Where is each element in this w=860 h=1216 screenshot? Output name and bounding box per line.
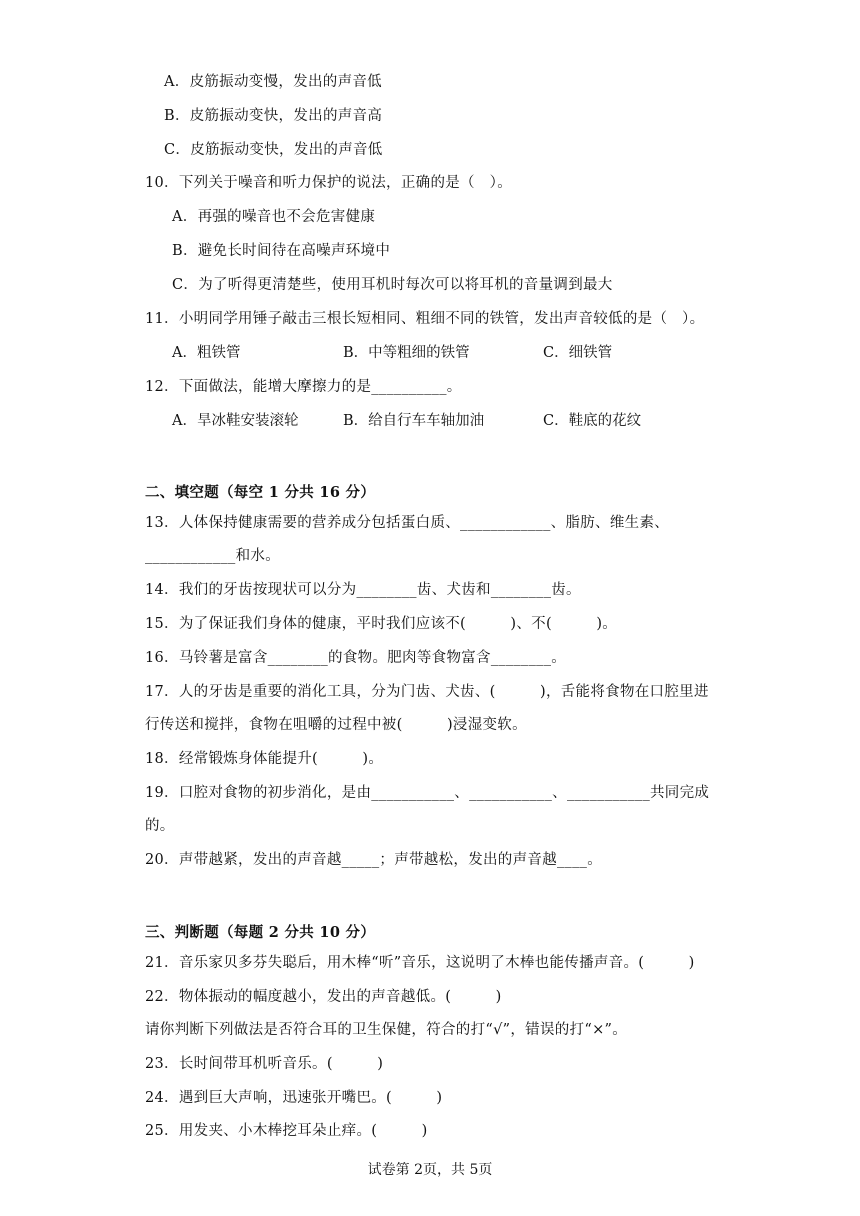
q20: 20．声带越紧，发出的声音越_____；声带越松，发出的声音越____。 — [145, 852, 602, 868]
q9-option-b: B．皮筋振动变快，发出的声音高 — [164, 108, 383, 124]
q23: 23．长时间带耳机听音乐。( ) — [145, 1056, 384, 1072]
q17-line2: 行传送和搅拌，食物在咀嚼的过程中被( )浸湿变软。 — [145, 717, 527, 733]
q16: 16．马铃薯是富含________的食物。肥肉等食物富含________。 — [145, 650, 567, 666]
q13-line1: 13．人体保持健康需要的营养成分包括蛋白质、____________、脂肪、维生素、 — [145, 515, 670, 531]
q12-option-b: B．给自行车车轴加油 — [343, 413, 485, 429]
q14: 14．我们的牙齿按现状可以分为________齿、犬齿和________齿。 — [145, 582, 581, 598]
q22: 22．物体振动的幅度越小，发出的声音越低。( ) — [145, 989, 502, 1005]
q13-line2: ____________和水。 — [145, 548, 280, 564]
q10-option-c: C．为了听得更清楚些，使用耳机时每次可以将耳机的音量调到最大 — [172, 277, 613, 293]
q10-option-a: A．再强的噪音也不会危害健康 — [172, 209, 376, 225]
page-number: 试卷第 2页，共 5页 — [367, 1162, 493, 1178]
q10-stem: 10．下列关于噪音和听力保护的说法，正确的是（ ）。 — [145, 175, 512, 191]
q11-option-a: A．粗铁管 — [172, 345, 241, 361]
q19-line2: 的。 — [145, 818, 175, 834]
q18: 18．经常锻炼身体能提升( )。 — [145, 751, 384, 767]
q11-option-b: B．中等粗细的铁管 — [343, 345, 470, 361]
q24: 24．遇到巨大声响，迅速张开嘴巴。( ) — [145, 1090, 443, 1106]
q9-option-c: C．皮筋振动变快，发出的声音低 — [164, 142, 383, 158]
q11-stem: 11．小明同学用锤子敲击三根长短相同、粗细不同的铁管，发出声音较低的是（ ）。 — [145, 311, 705, 327]
q11-option-c: C．细铁管 — [543, 345, 613, 361]
q17-line1: 17．人的牙齿是重要的消化工具，分为门齿、犬齿、( )，舌能将食物在口腔里进 — [145, 684, 709, 700]
q25: 25．用发夹、小木棒挖耳朵止痒。( ) — [145, 1123, 428, 1139]
q12-option-c: C．鞋底的花纹 — [543, 413, 642, 429]
q9-option-a: A．皮筋振动变慢，发出的声音低 — [164, 74, 382, 90]
q12-stem: 12．下面做法，能增大摩擦力的是__________。 — [145, 379, 462, 395]
q10-option-b: B．避免长时间待在高噪声环境中 — [172, 243, 391, 259]
section3-heading: 三、判断题（每题 2 分共 10 分） — [145, 924, 376, 941]
q15: 15．为了保证我们身体的健康，平时我们应该不( )、不( )。 — [145, 616, 618, 632]
q12-option-a: A．旱冰鞋安装滚轮 — [172, 413, 299, 429]
q21: 21．音乐家贝多芬失聪后，用木棒“听”音乐，这说明了木棒也能传播声音。( ) — [145, 955, 695, 971]
judgement-instruction: 请你判断下列做法是否符合耳的卫生保健，符合的打“√”，错误的打“×”。 — [145, 1022, 628, 1038]
q19-line1: 19．口腔对食物的初步消化，是由___________、___________、___________共同完成 — [145, 785, 710, 801]
section2-heading: 二、填空题（每空 1 分共 16 分） — [145, 484, 376, 501]
